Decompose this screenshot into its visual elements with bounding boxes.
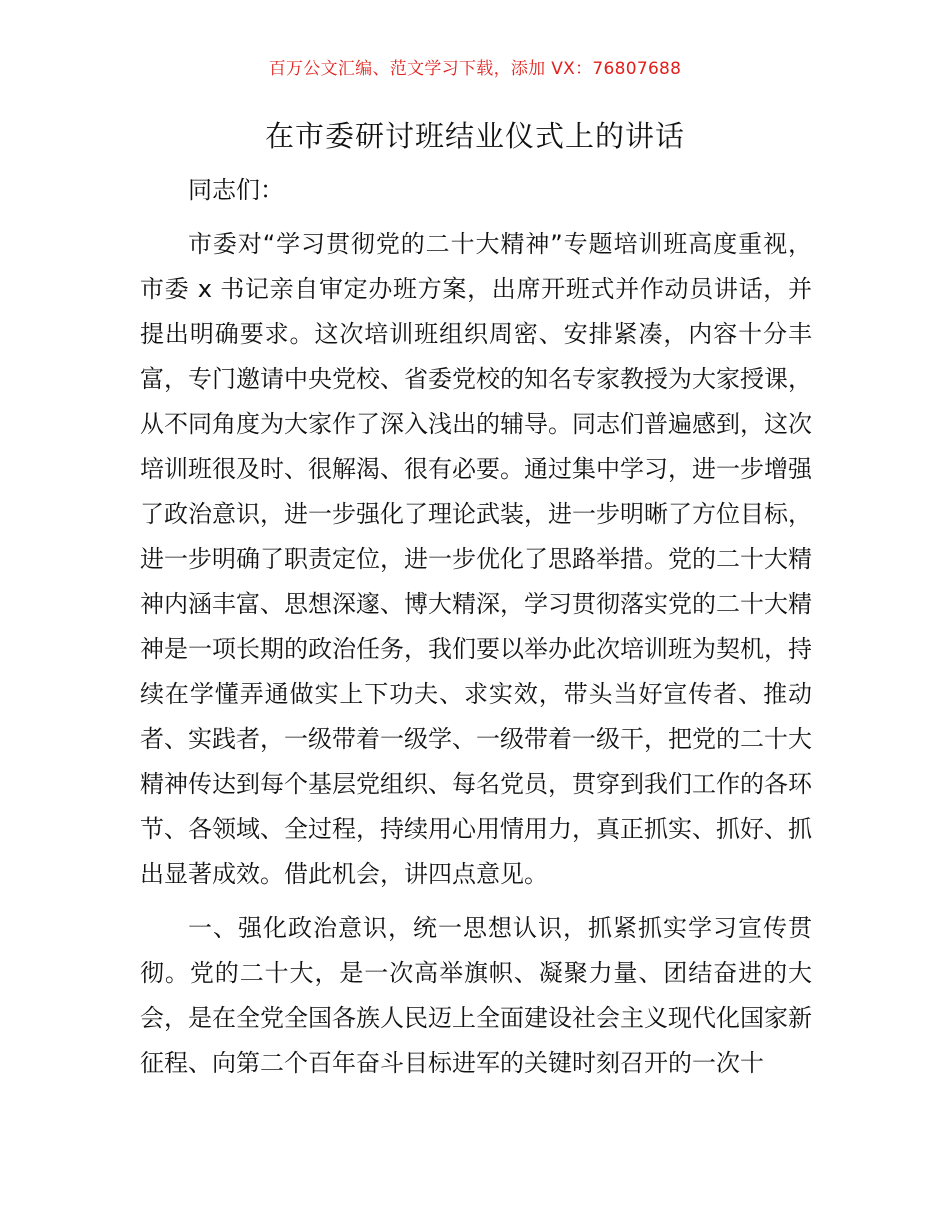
paragraph-intro: 市委对“学习贯彻党的二十大精神”专题培训班高度重视，市委 x 书记亲自审定办班方案，出席开班式并作动员讲话，并提出明确要求。这次培训班组织周密、安排紧凑，内容十分丰富，专门邀请中央党校、省委党校的知名专家教授为大家授课，从不同角度为大家作了深入浅出的辅导。同志们普遍感到，这次培训班很及时、很解渴、很有必要。通过集中学习，进一步增强了政治意识，进一步强化了理论武装，进一步明晰了方位目标，进一步明确了职责定位，进一步优化了思路举措。党的二十大精神内涵丰富、思想深邃、博大精深，学习贯彻落实党的二十大精神是一项长期的政治任务，我们要以举办此次培训班为契机，持续在学懂弄通做实上下功夫、求实效，带头当好宣传者、推动者、实践者，一级带着一级学、一级带着一级干，把党的二十大精神传达到每个基层党组织、每名党员，贯穿到我们工作的各环节、各领域、全过程，持续用心用情用力，真正抓实、抓好、抓出显著成效。借此机会，讲四点意见。 [140, 230, 812, 888]
watermark-text: 百万公文汇编、范文学习下载，添加 VX：76807688 [268, 59, 682, 79]
document-body [140, 168, 812, 1086]
paragraph-point-one: 一、强化政治意识，统一思想认识，抓紧抓实学习宣传贯彻。党的二十大，是一次高举旗帜、凝聚力量、团结奋进的大会，是在全党全国各族人民迈上全面建设社会主义现代化国家新征程、向第二个百年奋斗目标进军的关键时刻召开的一次十 [140, 914, 812, 1077]
greeting: 同志们： [188, 176, 284, 204]
document-title: 在市委研讨班结业仪式上的讲话 [264, 119, 685, 153]
